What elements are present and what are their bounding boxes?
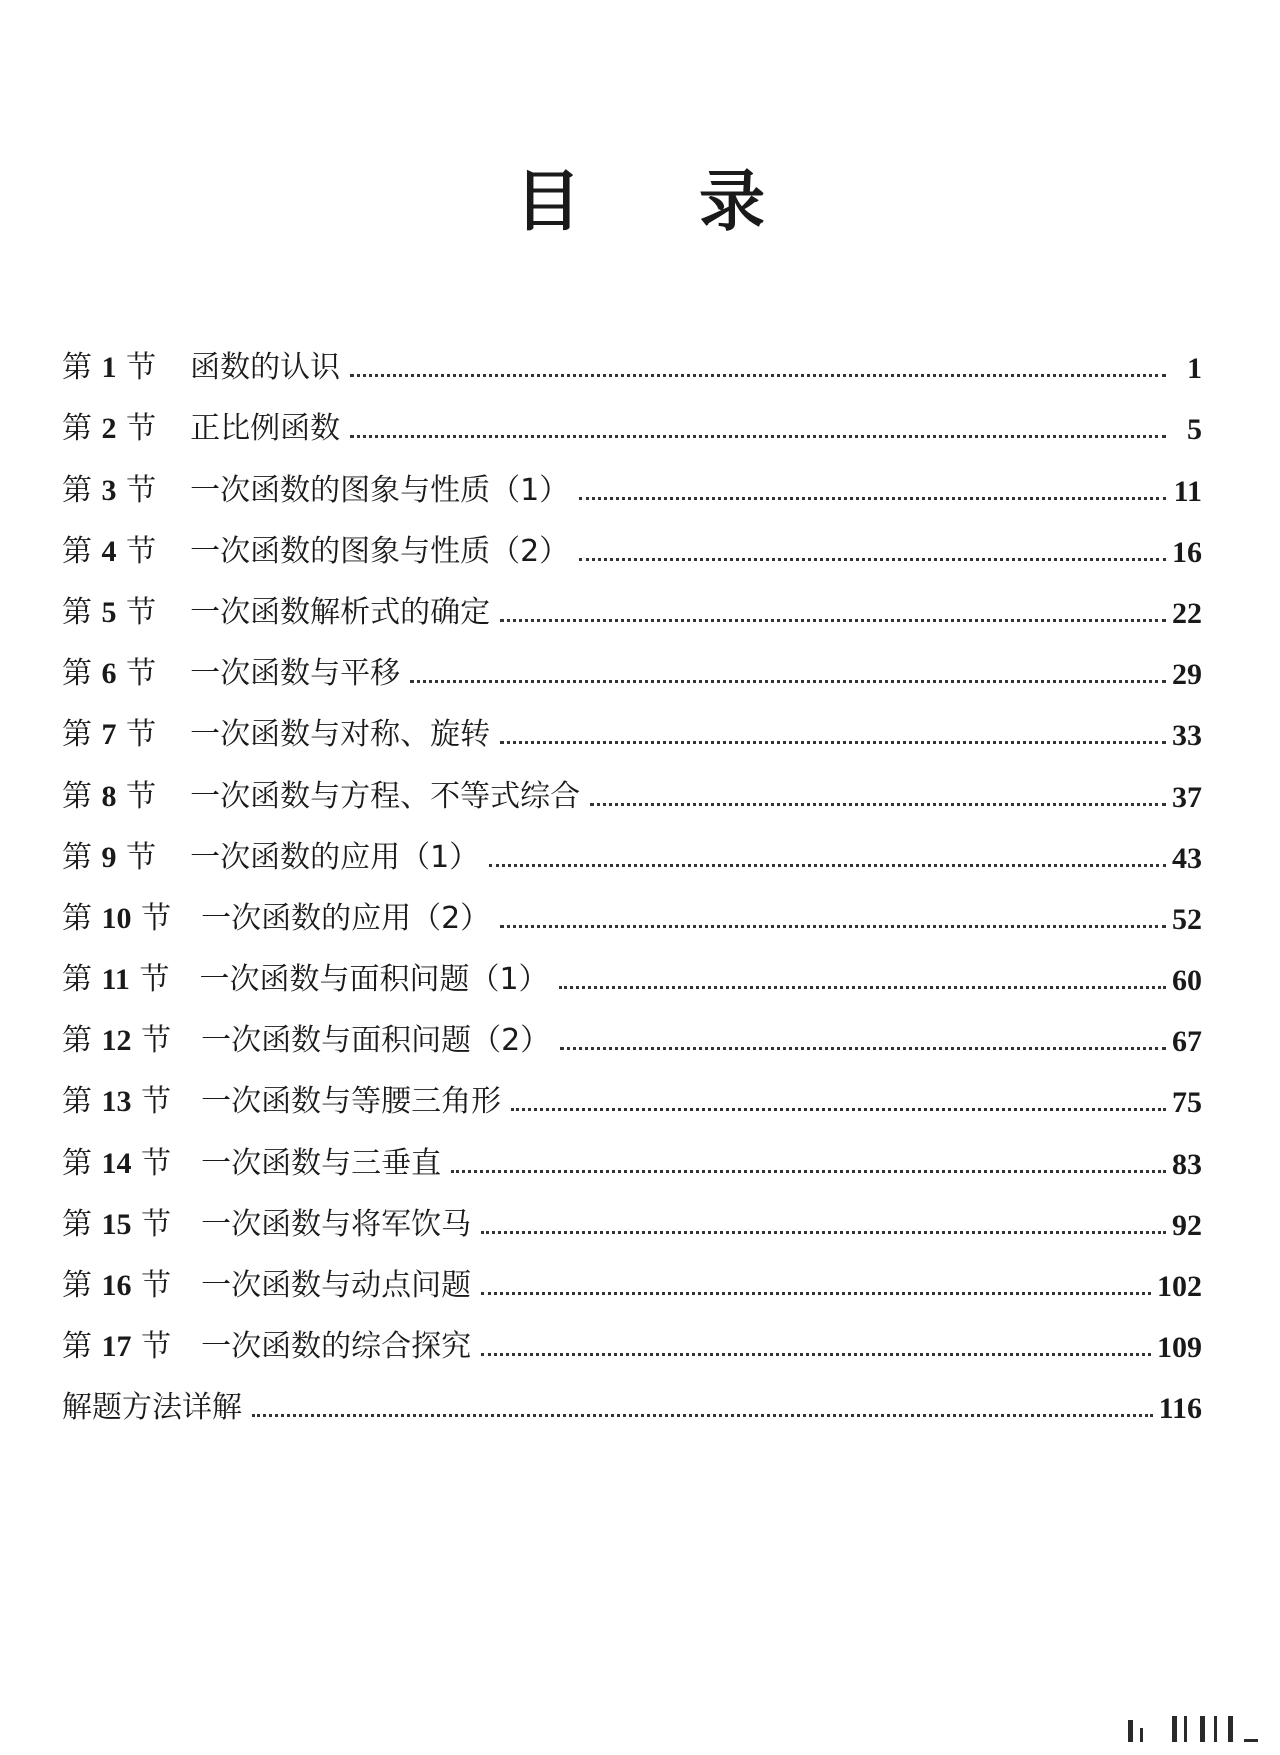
dot-leader: [410, 680, 1166, 683]
section-title: 一次函数与面积问题（2）: [201, 1023, 551, 1059]
toc-entry[interactable]: [62, 998, 1202, 1059]
page-number: 11: [1173, 474, 1202, 508]
toc-entry[interactable]: [62, 447, 1202, 508]
toc-entry[interactable]: [62, 631, 1202, 692]
page-number: 109: [1157, 1331, 1202, 1365]
scan-artifact-marks: [1120, 1712, 1260, 1742]
section-label: 第 4 节: [62, 533, 157, 569]
toc-entry[interactable]: [62, 1304, 1202, 1365]
dot-leader: [489, 864, 1166, 867]
section-label: 第 17 节: [62, 1329, 172, 1365]
section-label: 第 15 节: [62, 1206, 172, 1242]
dot-leader: [560, 1047, 1166, 1050]
section-title: 一次函数的应用（2）: [201, 900, 491, 936]
dot-leader: [481, 1292, 1151, 1295]
section-title: 一次函数的应用（1）: [190, 839, 480, 875]
page-number: 43: [1172, 841, 1202, 875]
page-number: 16: [1172, 535, 1202, 569]
dot-leader: [500, 925, 1166, 928]
page-number: 102: [1157, 1270, 1202, 1303]
page-number: 75: [1172, 1086, 1202, 1120]
dot-leader: [350, 435, 1166, 438]
page-number: 5: [1187, 413, 1202, 447]
section-label: 第 12 节: [62, 1023, 172, 1059]
toc-entry[interactable]: [62, 876, 1202, 937]
section-title: 一次函数的综合探究: [201, 1329, 472, 1365]
page-number: 116: [1158, 1392, 1202, 1426]
toc-entry-method[interactable]: [62, 1365, 1202, 1426]
page-number: 37: [1172, 780, 1202, 814]
section-label: 第 16 节: [62, 1268, 172, 1303]
section-label: 第 9 节: [62, 839, 157, 875]
section-label: 第 14 节: [62, 1145, 172, 1181]
section-label: 第 8 节: [62, 778, 157, 814]
dot-leader: [579, 497, 1166, 500]
table-of-contents: [62, 325, 1202, 1426]
dot-leader: [451, 1170, 1166, 1173]
page-number: 52: [1172, 902, 1202, 936]
section-label: 第 3 节: [62, 472, 157, 508]
section-label: 第 6 节: [62, 656, 157, 692]
section-title: 一次函数与三垂直: [201, 1145, 442, 1181]
section-title: 一次函数解析式的确定: [190, 594, 491, 630]
page-number: 67: [1172, 1025, 1202, 1059]
toc-entry[interactable]: [62, 1243, 1202, 1304]
section-label: 第 5 节: [62, 594, 157, 630]
toc-entry[interactable]: [62, 753, 1202, 814]
page-number: 29: [1172, 658, 1202, 692]
section-label: 第 11 节: [62, 962, 170, 998]
dot-leader: [350, 374, 1166, 377]
page-number: 92: [1172, 1208, 1202, 1242]
dot-leader: [500, 741, 1166, 744]
section-label: 第 1 节: [62, 350, 157, 386]
toc-entry[interactable]: [62, 1120, 1202, 1181]
page-number: 83: [1172, 1147, 1202, 1181]
section-title: 正比例函数: [190, 411, 341, 447]
title-char-right: 录: [699, 163, 765, 240]
page-number: 33: [1172, 719, 1202, 753]
toc-entry[interactable]: [62, 386, 1202, 447]
section-title: 一次函数的图象与性质（1）: [190, 472, 570, 508]
section-label: 第 13 节: [62, 1084, 172, 1120]
dot-leader: [252, 1414, 1153, 1417]
toc-entry[interactable]: [62, 325, 1202, 386]
section-title: 一次函数与平移: [190, 656, 401, 692]
page-number: 60: [1172, 964, 1202, 998]
toc-entry[interactable]: [62, 509, 1202, 570]
section-title: 函数的认识: [190, 350, 341, 386]
section-label: 第 10 节: [62, 900, 172, 936]
toc-entry[interactable]: [62, 692, 1202, 753]
section-title: 一次函数与等腰三角形: [201, 1084, 502, 1120]
section-title: 一次函数与将军饮马: [201, 1206, 472, 1242]
dot-leader: [579, 558, 1166, 561]
toc-entry[interactable]: [62, 937, 1202, 998]
page-number: 1: [1187, 352, 1202, 386]
dot-leader: [511, 1108, 1166, 1111]
toc-entry[interactable]: [62, 1182, 1202, 1243]
page-number: 22: [1172, 596, 1202, 630]
section-title: 一次函数与方程、不等式综合: [190, 778, 581, 814]
section-label: 第 2 节: [62, 411, 157, 447]
dot-leader: [590, 803, 1166, 806]
toc-entry[interactable]: [62, 815, 1202, 876]
section-title: 一次函数与对称、旋转: [190, 717, 491, 753]
section-title: 一次函数的图象与性质（2）: [190, 533, 570, 569]
section-label: 第 7 节: [62, 717, 157, 753]
toc-entry[interactable]: [62, 1059, 1202, 1120]
page-title: [0, 148, 1280, 243]
dot-leader: [481, 1353, 1151, 1356]
dot-leader: [500, 619, 1166, 622]
toc-entry[interactable]: [62, 570, 1202, 631]
section-title: 一次函数与动点问题: [201, 1268, 472, 1303]
dot-leader: [481, 1231, 1166, 1234]
title-char-left: 目: [515, 163, 581, 240]
dot-leader: [559, 986, 1166, 989]
section-title: 解题方法详解: [62, 1390, 242, 1426]
section-title: 一次函数与面积问题（1）: [199, 962, 549, 998]
